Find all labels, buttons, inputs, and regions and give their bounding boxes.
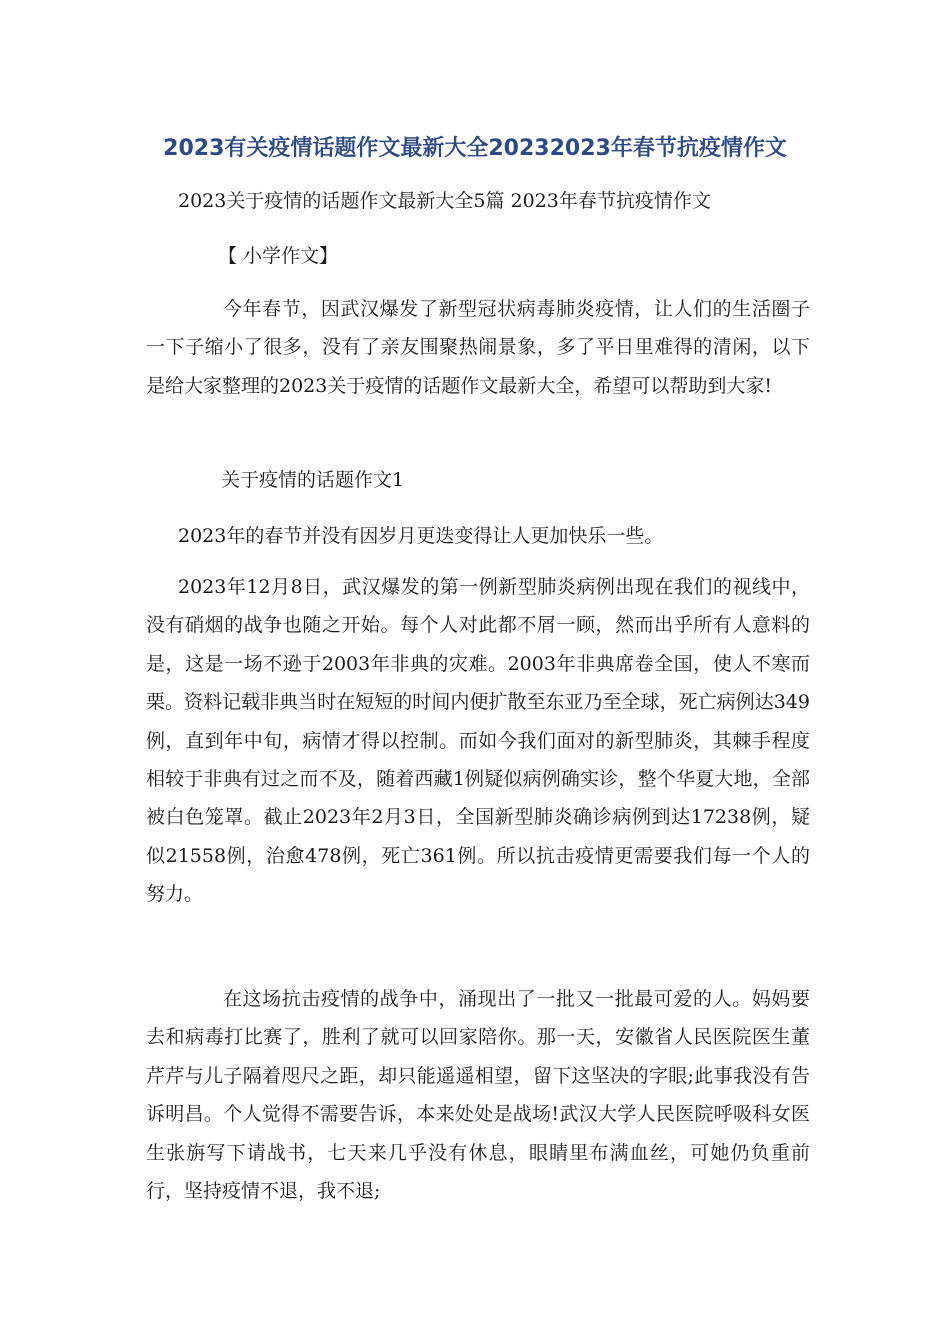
document-title: 2023有关疫情话题作文最新大全20232023年春节抗疫情作文 (163, 136, 787, 161)
essay-paragraph-1: 2023年的春节并没有因岁月更迭变得让人更加快乐一些。 (178, 525, 664, 547)
intro-paragraph: 今年春节，因武汉爆发了新型冠状病毒肺炎疫情，让人们的生活圈子一下子缩小了很多，没有了亲友围聚热闹景象，多了平日里难得的清闲，以下是给大家整理的2023关于疫情的话题作文最新大全，希望可以帮助到大家! (146, 298, 810, 397)
essay-paragraph-2: 2023年12月8日，武汉爆发的第一例新型肺炎病例出现在我们的视线中，没有硝烟的战争也随之开始。每个人对此都不屑一顾，然而出乎所有人意料的是，这是一场不逊于2003年非典的灾难。2003年非典席卷全国，使人不寒而栗。资料记载非典当时在短短的时间内便扩散至东亚乃至全球，死亡病例达349例，直到年中旬，病情才得以控制。而如今我们面对的新型肺炎，其棘手程度相较于非典有过之而不及，随着西藏1例疑似病例确实诊，整个华夏大地，全部被白色笼罩。截止2023年2月3日，全国新型肺炎确诊病例到达17238例，疑似21558例，治愈478例，死亡361例。所以抗击疫情更需要我们每一个人的努力。 (146, 576, 810, 906)
document-subtitle: 2023关于疫情的话题作文最新大全5篇 2023年春节抗疫情作文 (178, 190, 711, 212)
essay-heading: 关于疫情的话题作文1 (221, 469, 405, 491)
essay-paragraph-3: 在这场抗击疫情的战争中，涌现出了一批又一批最可爱的人。妈妈要去和病毒打比赛了，胜利了就可以回家陪你。那一天，安徽省人民医院医生董芹芹与儿子隔着咫尺之距，却只能遥遥相望，留下这坚决的字眼;此事我没有告诉明昌。个人觉得不需要告诉，本来处处是战场!武汉大学人民医院呼吸科女医生张旃写下请战书，七天来几乎没有休息，眼睛里布满血丝，可她仍负重前行，坚持疫情不退，我不退; (146, 988, 810, 1203)
category-label: 【 小学作文】 (218, 245, 339, 267)
